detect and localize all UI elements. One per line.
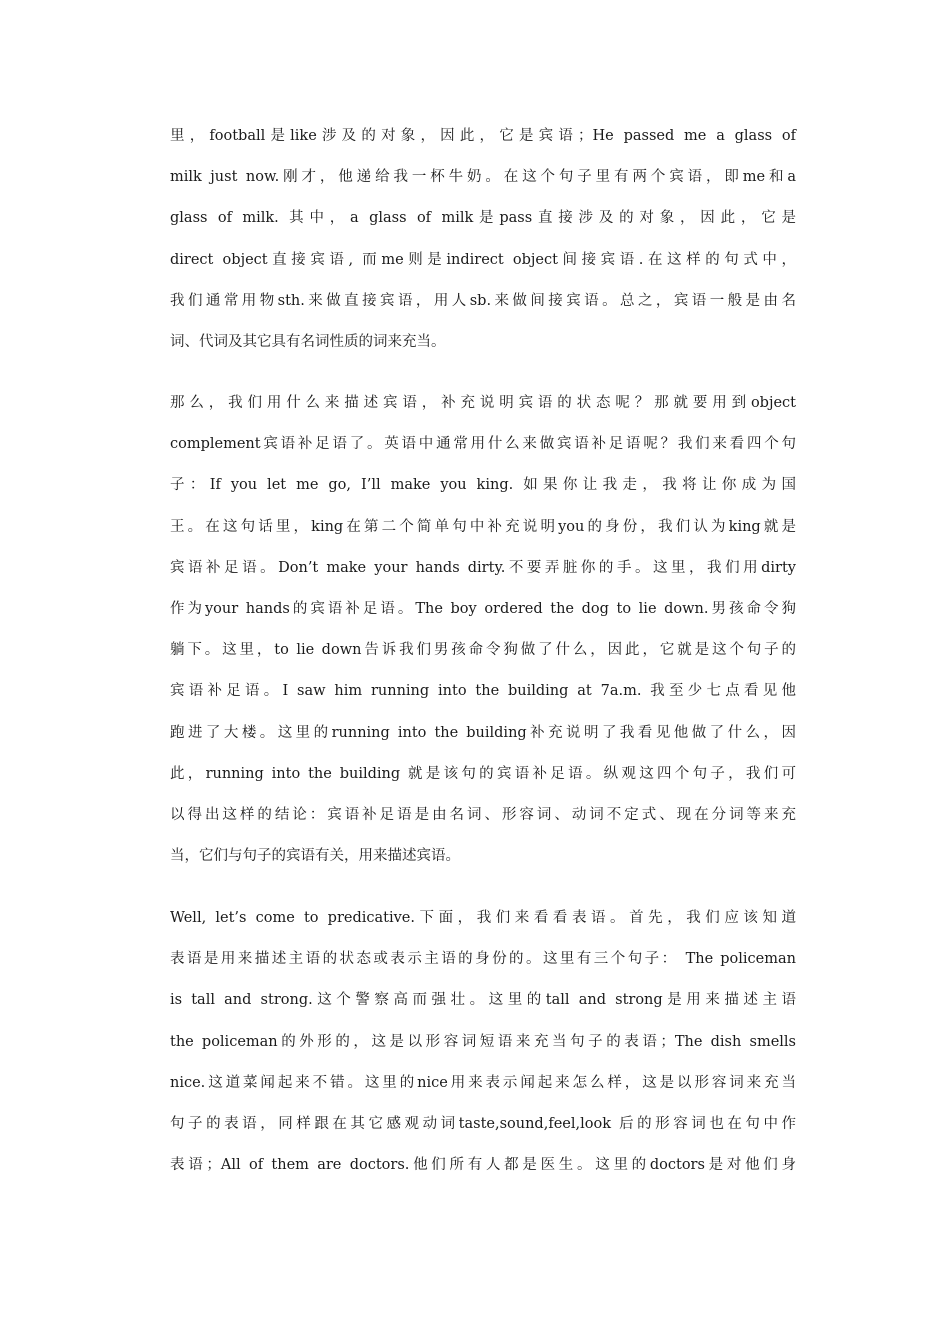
text-line: 我们通常用物sth.来做直接宾语，用人sb.来做间接宾语。总之，宾语一般是由名 [170, 292, 796, 309]
text-line: 作为your hands的宾语补足语。The boy ordered the dog to lie down.男孩命令狗 [170, 601, 796, 618]
text-line: Well, let’s come to predicative.下面，我们来看看表语。首先，我们应该知道 [170, 910, 796, 926]
text-line: 王。在这句话里，king在第二个简单句中补充说明you的身份，我们认为king就是 [170, 518, 796, 535]
text-line: 句子的表语，同样跟在其它感观动词taste,sound,feel,look 后的形容词也在句中作 [170, 1116, 796, 1133]
text-line: 词、代词及其它具有名词性质的词来充当。 [170, 334, 446, 351]
text-line: 当，它们与句子的宾语有关，用来描述宾语。 [170, 848, 460, 865]
text-line: 躺下。这里，to lie down告诉我们男孩命令狗做了什么，因此，它就是这个句子的 [170, 642, 796, 659]
paragraph-object-complement [170, 383, 796, 877]
paragraph-object [170, 116, 796, 363]
text-line: 以得出这样的结论：宾语补足语是由名词、形容词、动词不定式、现在分词等来充 [170, 807, 796, 824]
text-line: 那么，我们用什么来描述宾语，补充说明宾语的状态呢？那就要用到object [170, 395, 796, 411]
text-line: 表语是用来描述主语的状态或表示主语的身份的。这里有三个句子： The policeman [170, 951, 796, 968]
text-line: 此，running into the building 就是该句的宾语补足语。纵观这四个句子，我们可 [170, 765, 796, 782]
text-line: 宾语补足语。I saw him running into the building at 7a.m. 我至少七点看见他 [170, 683, 796, 700]
text-line: is tall and strong.这个警察高而强壮。这里的tall and strong是用来描述主语 [170, 992, 796, 1009]
text-line: milk just now.刚才，他递给我一杯牛奶。在这个句子里有两个宾语，即me和a [170, 169, 796, 186]
text-line: 宾语补足语。Don’t make your hands dirty.不要弄脏你的手。这里，我们用dirty [170, 559, 796, 576]
text-line: direct object直接宾语, 而me则是indirect object间接宾语.在这样的句式中， [170, 251, 796, 268]
text-line: glass of milk. 其中，a glass of milk是pass直接涉及的对象，因此，它是 [170, 210, 796, 227]
text-line: the policeman的外形的，这是以形容词短语来充当句子的表语；The dish smells [170, 1033, 796, 1050]
text-line: nice.这道菜闻起来不错。这里的nice用来表示闻起来怎么样，这是以形容词来充当 [170, 1074, 796, 1091]
text-line: 跑进了大楼。这里的running into the building补充说明了我看见他做了什么，因 [170, 724, 796, 741]
text-line: 表语；All of them are doctors.他们所有人都是医生。这里的doctors是对他们身 [170, 1157, 796, 1174]
paragraph-predicative [170, 898, 796, 1186]
text-line: complement宾语补足语了。英语中通常用什么来做宾语补足语呢？我们来看四个句 [170, 436, 796, 453]
text-line: 里，football是like涉及的对象，因此，它是宾语；He passed me a glass of [170, 128, 796, 144]
text-line: 子：If you let me go, I’ll make you king. 如果你让我走，我将让你成为国 [170, 477, 796, 494]
